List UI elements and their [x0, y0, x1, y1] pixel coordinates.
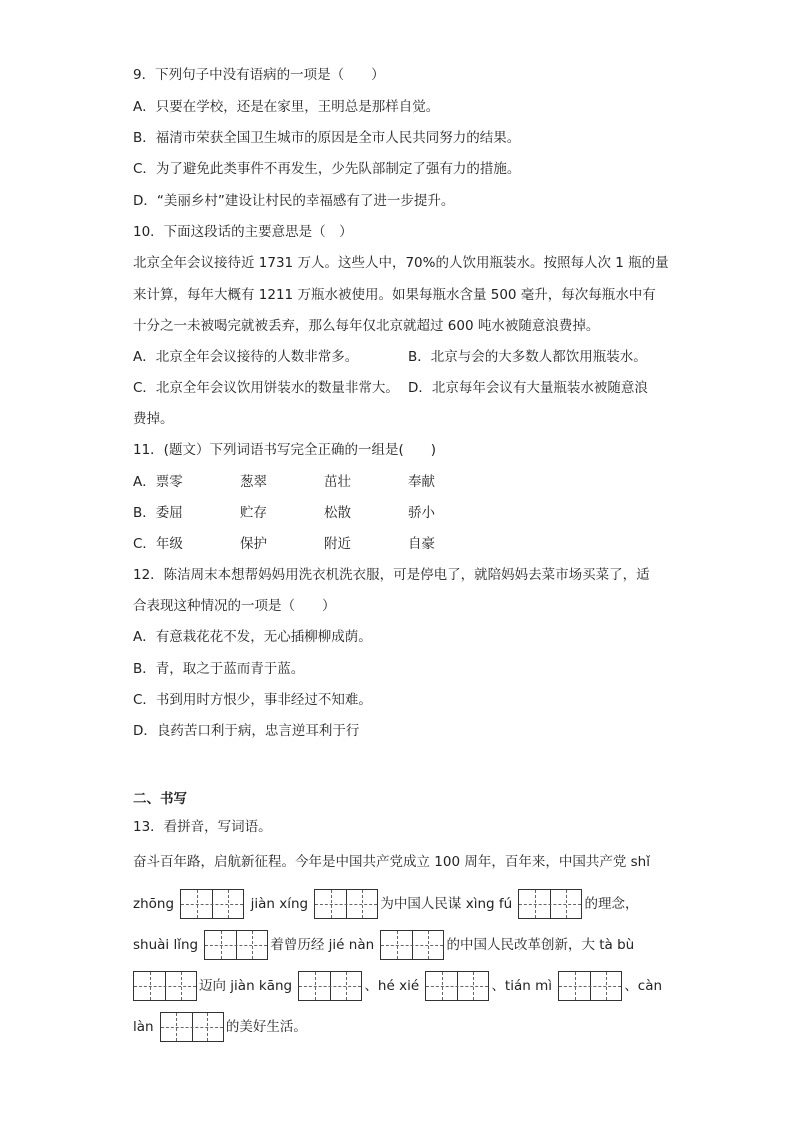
q12-option-b: B．青，取之于蓝而青于蓝。: [133, 661, 305, 677]
q11-stem: 11．(题文）下列词语书写完全正确的一组是( ): [133, 442, 436, 458]
pinyin-label: shuài lǐng: [133, 937, 199, 953]
writing-box[interactable]: [518, 889, 582, 919]
q11-option-a-word-1: A．票零: [133, 474, 183, 490]
q10-passage-line-3: 十分之一未被喝完就被丢弃，那么每年仅北京就超过 600 吨水被随意浪费掉。: [133, 318, 600, 334]
q11-option-a-word-2: 葱翠: [240, 474, 267, 490]
q10-option-a: A．北京全年会议接待的人数非常多。: [133, 349, 359, 365]
q11-option-a-word-4: 奉献: [408, 474, 435, 490]
sentence-text: 、tián mì: [491, 978, 553, 994]
q10-option-c: C．北京全年会议饮用饼装水的数量非常大。: [133, 380, 399, 396]
q9-stem: 9．下列句子中没有语病的一项是（ ）: [133, 67, 385, 83]
q11-option-c-word-1: C．年级: [133, 536, 183, 552]
q10-passage-line-2: 来计算，每年大概有 1211 万瓶水被使用。如果每瓶水含量 500 毫升，每次每瓶水中有: [133, 287, 656, 303]
q9-option-c: C．为了避免此类事件不再发生，少先队部制定了强有力的措施。: [133, 161, 521, 177]
q13-writing-line-3: [131, 970, 662, 1002]
q9-option-a: A．只要在学校，还是在家里，王明总是那样自觉。: [133, 99, 440, 115]
writing-box[interactable]: [180, 889, 244, 919]
writing-box[interactable]: [298, 971, 362, 1001]
q9-option-b: B．福清市荣获全国卫生城市的原因是全市人民共同努力的结果。: [133, 130, 521, 146]
q11-option-b-word-4: 骄小: [408, 505, 435, 521]
q12-stem-line-2: 合表现这种情况的一项是（ ）: [133, 598, 336, 614]
sentence-text: 迈向 jiàn kāng: [199, 978, 293, 994]
q10-option-b: B．北京与会的大多数人都饮用瓶装水。: [408, 349, 647, 365]
q10-option-d-continued: 费掉。: [133, 411, 174, 427]
q12-option-d: D．良药苦口利于病，忠言逆耳利于行: [133, 723, 360, 739]
q11-option-b-word-2: 贮存: [240, 505, 267, 521]
q11-option-c-word-2: 保护: [240, 536, 267, 552]
q10-passage-line-1: 北京全年会议接待近 1731 万人。这些人中，70%的人饮用瓶装水。按照每人次 1 瓶的量: [133, 255, 669, 271]
q11-option-c-word-3: 附近: [324, 536, 351, 552]
sentence-text: 的美好生活。: [225, 1019, 307, 1035]
q11-option-b-word-1: B．委屈: [133, 505, 183, 521]
q12-option-c: C．书到用时方恨少，事非经过不知难。: [133, 692, 372, 708]
q11-option-c-word-4: 自豪: [408, 536, 435, 552]
writing-box[interactable]: [314, 889, 378, 919]
q13-writing-line-2: [133, 929, 634, 961]
sentence-text: 、càn: [624, 978, 663, 994]
q10-stem: 10．下面这段话的主要意思是（ ）: [133, 224, 353, 240]
sentence-text: 着曾历经 jié nàn: [270, 937, 375, 953]
writing-box[interactable]: [380, 930, 444, 960]
writing-box[interactable]: [133, 971, 197, 1001]
writing-box[interactable]: [160, 1012, 224, 1042]
q10-option-d: D．北京每年会议有大量瓶装水被随意浪: [408, 380, 648, 396]
q13-writing-line-1: [133, 888, 638, 920]
sentence-text: 的理念，: [584, 896, 639, 912]
sentence-text: 的中国人民改革创新，大 tà bù: [446, 937, 635, 953]
writing-box[interactable]: [204, 930, 268, 960]
q12-stem-line-1: 12．陈洁周末本想帮妈妈用洗衣机洗衣服，可是停电了，就陪妈妈去菜市场买菜了，适: [133, 567, 650, 583]
pinyin-label: làn: [133, 1019, 154, 1035]
q9-option-d: D．“美丽乡村”建设让村民的幸福感有了进一步提升。: [133, 193, 455, 209]
q13-intro-line: 奋斗百年路，启航新征程。今年是中国共产党成立 100 周年，百年来，中国共产党 shǐ: [133, 854, 650, 870]
q13-writing-line-4: [133, 1011, 307, 1043]
q12-option-a: A．有意栽花花不发，无心插柳柳成荫。: [133, 629, 372, 645]
q11-option-b-word-3: 松散: [324, 505, 351, 521]
sentence-text: 、hé xié: [364, 978, 420, 994]
pinyin-label: zhōng: [133, 896, 175, 912]
writing-box[interactable]: [425, 971, 489, 1001]
sentence-text: 为中国人民谋 xìng fú: [380, 896, 513, 912]
pinyin-label: jiàn xíng: [250, 896, 309, 912]
q13-stem: 13．看拼音，写词语。: [133, 819, 272, 835]
section-heading: 二、书写: [133, 791, 187, 807]
writing-box[interactable]: [558, 971, 622, 1001]
q11-option-a-word-3: 茁壮: [324, 474, 351, 490]
